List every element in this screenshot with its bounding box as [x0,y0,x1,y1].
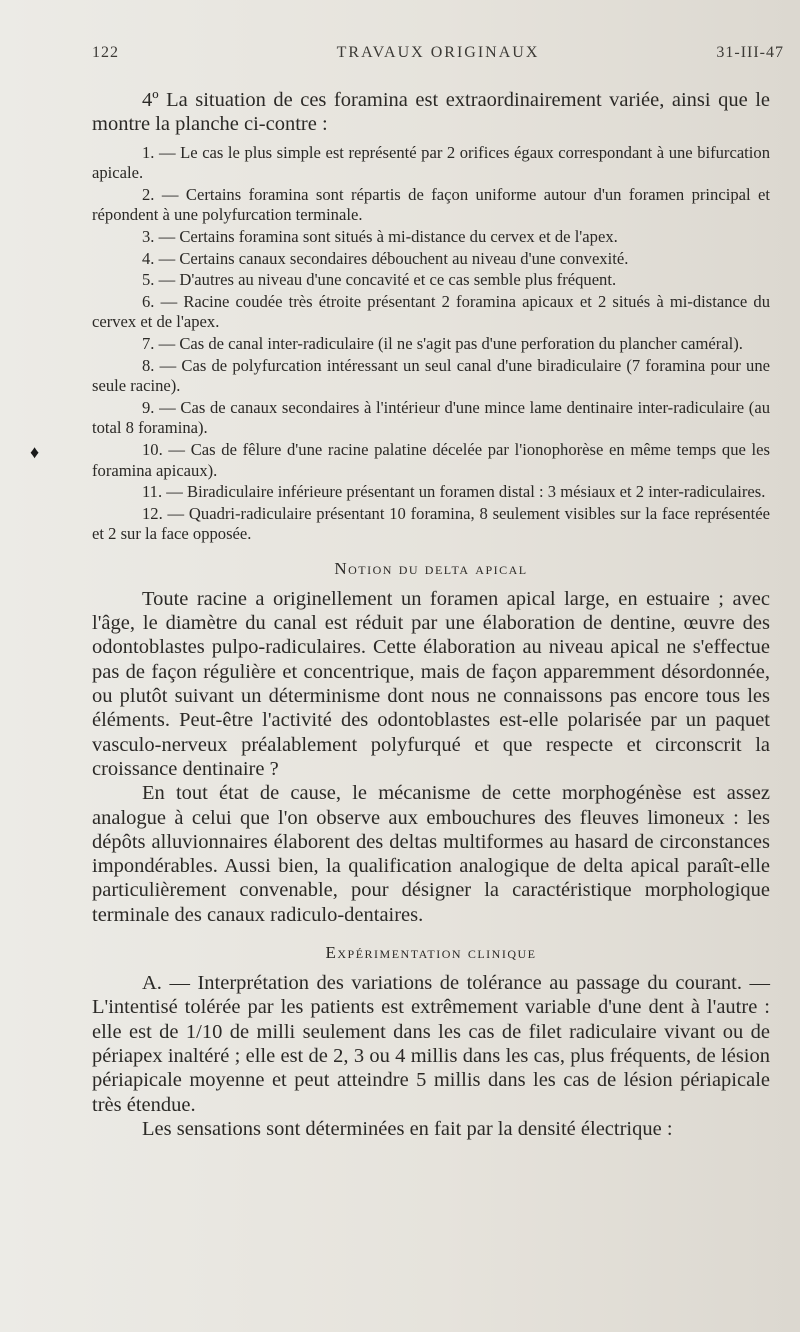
list-item: 7. — Cas de canal inter-radiculaire (il ne s'agit pas d'une perforation du plancher caméral). [142,333,743,353]
list-item: 12. — Quadri-radiculaire présentant 10 foramina, 8 seulement visibles sur la face représentée et 2 sur la face opposée. [92,503,770,544]
list-item: 1. — Le cas le plus simple est représenté par 2 orifices égaux correspondant à une bifurcation apicale. [92,142,770,183]
list-item: 5. — D'autres au niveau d'une concavité et ce cas semble plus fréquent. [142,270,617,290]
body-paragraph: Les sensations sont déterminées en fait par la densité électrique : [142,1117,673,1140]
page-body [92,88,770,1141]
running-header [92,44,784,68]
list-item: 4. — Certains canaux secondaires débouchent au niveau d'une convexité. [142,248,629,268]
list-item: 9. — Cas de canaux secondaires à l'intérieur d'une mince lame dentinaire inter-radiculaire (au total 8 foramina). [92,397,770,438]
page-number: 122 [92,44,119,61]
body-paragraph: En tout état de cause, le mécanisme de cette morphogénèse est assez analogue à celui que l'on observe aux embouchures des fleuves limoneux : les dépôts alluvionnaires élaborent des deltas multiformes au hasard de circonstances impondérables. Aussi bien, la qualification analogique de delta apical paraît-elle particulièrement convenable, pour désigner la caractéristique morphologique terminale des canaux radiculo-dentaires. [92,782,770,926]
body-paragraph: Toute racine a originellement un foramen apical large, en estuaire ; avec l'âge, le diamètre du canal est réduit par une élaboration de dentine, œuvre des odontoblastes pulpo-radiculaires. Cette élaboration au niveau apical ne s'effectue pas de façon régulière et concentrique, mais de façon apparemment désordonnée, ou plutôt suivant un déterminisme dont nous ne connaissons pas encore tous les éléments. Peut-être l'activité des odontoblastes est-elle polarisée par un paquet vasculo-nerveux préalablement polyfurqué et que respecte et circonscrit la croissance dentinaire ? [92,587,770,780]
list-item: 3. — Certains foramina sont situés à mi-distance du cervex et de l'apex. [142,226,618,246]
list-item: 6. — Racine coudée très étroite présentant 2 foramina apicaux et 2 situés à mi-distance du cervex et de l'apex. [92,291,770,332]
list-item: 11. — Biradiculaire inférieure présentant un foramen distal : 3 mésiaux et 2 inter-radiculaires. [142,482,766,502]
running-title: TRAVAUX ORIGINAUX [336,44,540,61]
section-heading-delta-apical: Notion du delta apical [334,558,528,578]
foramina-list [92,143,770,545]
intro-paragraph: 4º La situation de ces foramina est extraordinairement variée, ainsi que le montre la planche ci-contre : [92,89,770,136]
list-item: 2. — Certains foramina sont répartis de façon uniforme autour d'un foramen principal et répondent à une polyfurcation terminale. [92,184,770,225]
list-item: 10. — Cas de fêlure d'une racine palatine décelée par l'ionophorèse en même temps que les foramina apicaux). [92,439,770,480]
margin-bullet-mark: ♦ [30,442,40,462]
body-paragraph: A. — Interprétation des variations de tolérance au passage du courant. — L'intentisé tolérée par les patients est extrêmement variable d'une dent à l'autre : elle est de 1/10 de milli seulement dans les cas de filet radiculaire vivant ou de périapex inaltéré ; elle est de 2, 3 ou 4 millis dans les cas, plus fréquents, de lésion périapicale moyenne et peut atteindre 5 millis dans les cas de lésion périapicale très étendue. [92,972,770,1116]
list-item: 8. — Cas de polyfurcation intéressant un seul canal d'une biradiculaire (7 foramina pour une seule racine). [92,355,770,396]
section-heading-experimentation: Expérimentation clinique [325,943,537,963]
header-date: 31-III-47 [716,44,784,61]
